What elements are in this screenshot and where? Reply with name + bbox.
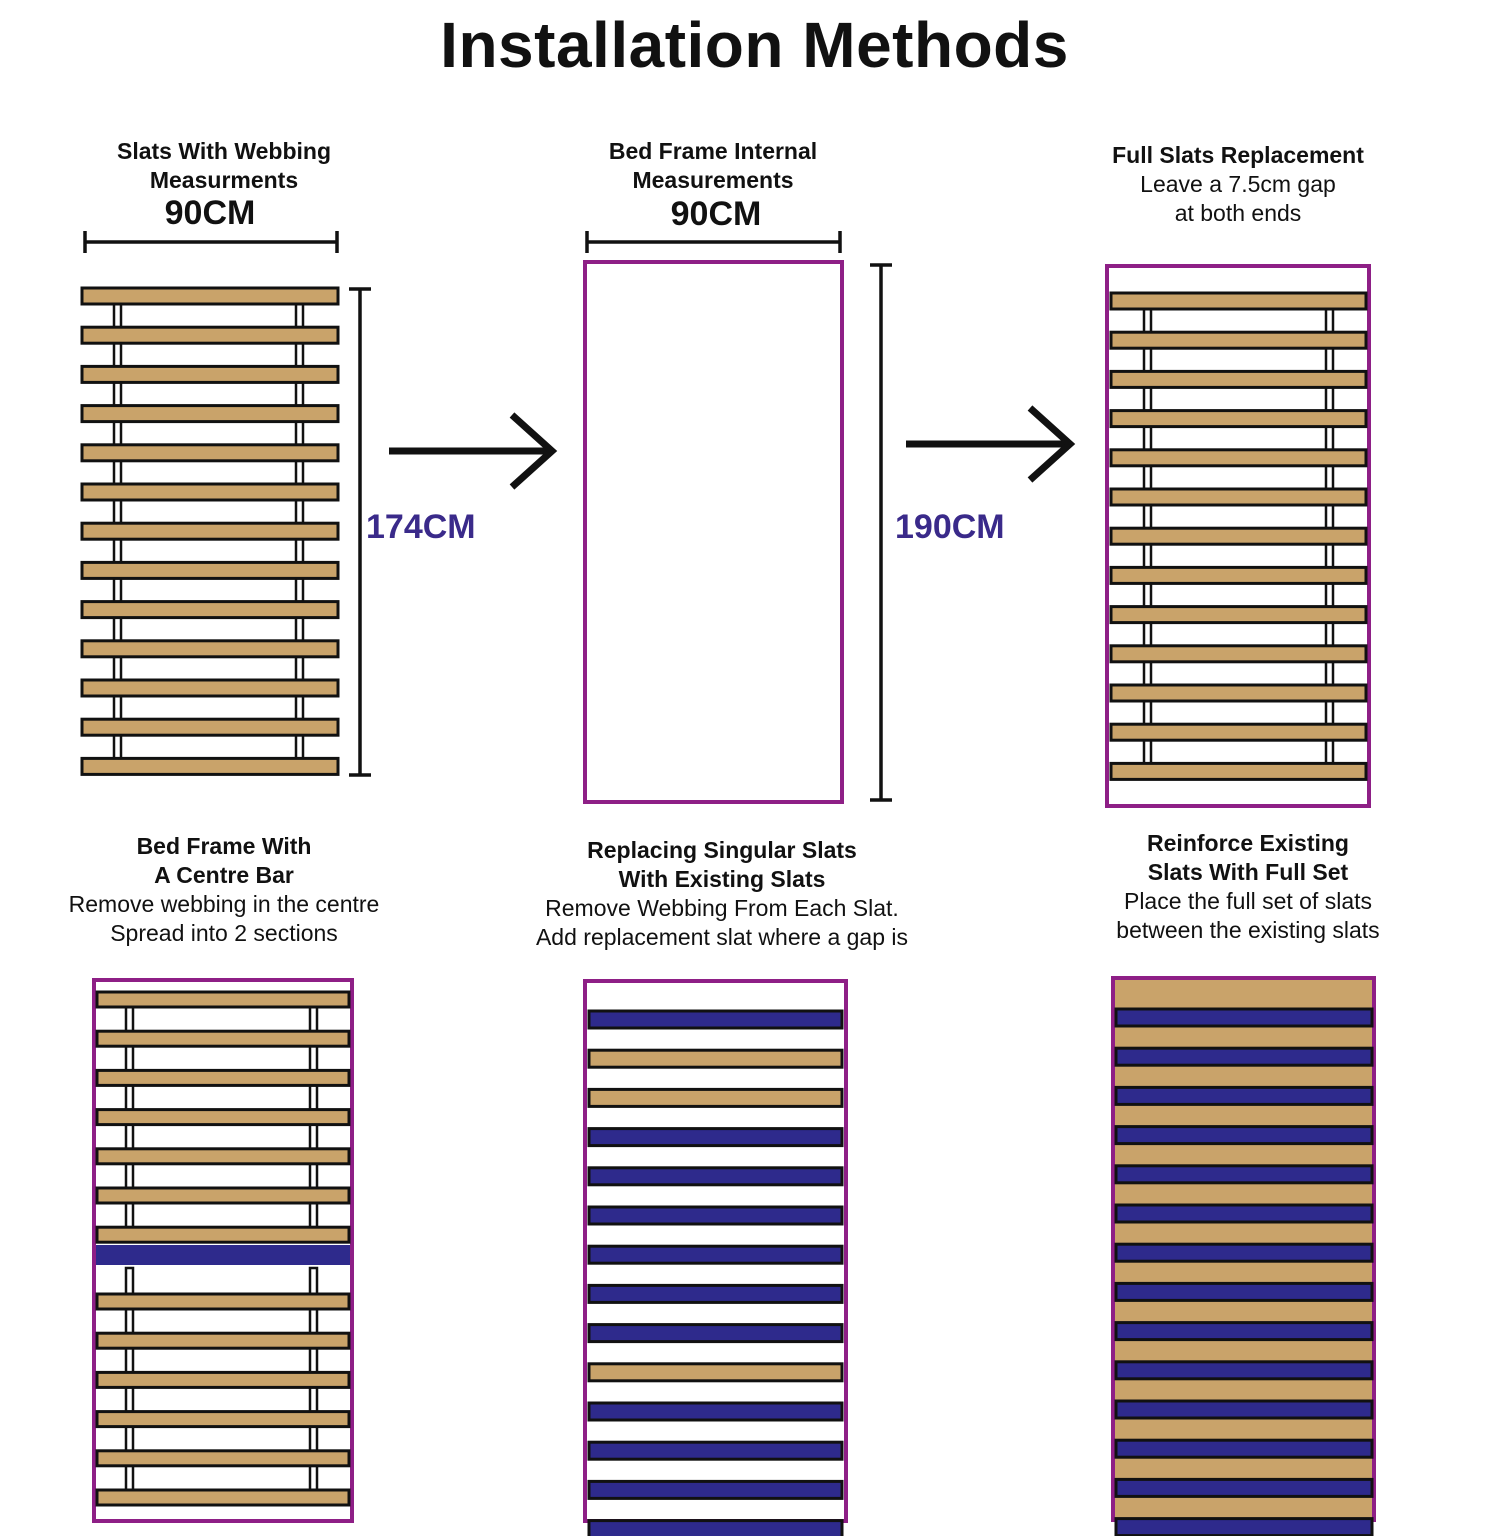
full-strap-right [1326, 466, 1333, 489]
full-slat [1111, 371, 1366, 387]
reinforce-new-slat [1116, 1401, 1372, 1418]
webbing-strap-right [296, 343, 303, 366]
full-line-1: Leave a 7.5cm gap [1140, 171, 1336, 197]
singular-new-slat [589, 1481, 842, 1498]
singular-new-slat [589, 1129, 842, 1146]
singular-new-slat [589, 1207, 842, 1224]
webbing-strap-right [296, 735, 303, 758]
reinforce-new-slat [1116, 1440, 1372, 1457]
centre-strap-left [126, 1203, 133, 1227]
full-strap-left [1144, 309, 1151, 332]
webbing-strap-right [296, 539, 303, 562]
webbing-heading-line-2: Measurments [149, 167, 299, 193]
centre-strap-right [310, 1348, 317, 1372]
reinforce-new-slat [1116, 1362, 1372, 1379]
webbing-heading-line-1: Slats With Webbing [116, 138, 332, 164]
centre-slat [97, 1110, 349, 1125]
webbing-strap-left [114, 735, 121, 758]
singular-new-slat [589, 1285, 842, 1302]
webbing-strap-right [296, 461, 303, 484]
centre-strap-left [126, 1268, 133, 1294]
full-strap-left [1144, 427, 1151, 450]
full-strap-right [1326, 662, 1333, 685]
singular-new-slat [589, 1442, 842, 1459]
webbing-slat [82, 484, 338, 500]
reinforce-new-slat [1116, 1283, 1372, 1300]
full-slat [1111, 450, 1366, 466]
webbing-strap-left [114, 343, 121, 366]
reinforce-new-slat [1116, 1244, 1372, 1261]
full-line-2: at both ends [1174, 200, 1302, 226]
centre-strap-left [126, 1164, 133, 1188]
singular-existing-slat [589, 1364, 842, 1381]
webbing-strap-left [114, 578, 121, 601]
singular-new-slat [589, 1168, 842, 1185]
webbing-strap-right [296, 500, 303, 523]
full-slat [1111, 724, 1366, 740]
reinforce-new-slat [1116, 1323, 1372, 1340]
webbing-slat [82, 445, 338, 461]
reinforce-heading-line-2: Slats With Full Set [1147, 859, 1349, 885]
frame-height-label: 190CM [895, 508, 1005, 546]
full-heading: Full Slats Replacement [1112, 142, 1364, 168]
full-strap-left [1144, 701, 1151, 724]
singular-new-slat [589, 1011, 842, 1028]
singular-heading-line-1: Replacing Singular Slats [587, 837, 857, 863]
webbing-slat [82, 366, 338, 382]
webbing-strap-right [296, 618, 303, 641]
webbing-slat [82, 641, 338, 657]
centre-heading-line-1: Bed Frame With [136, 833, 312, 859]
singular-new-slat [589, 1403, 842, 1420]
centre-heading-line-2: A Centre Bar [154, 862, 294, 888]
centre-slat [97, 1227, 349, 1242]
centre-strap-right [310, 1268, 317, 1294]
singular-existing-slat [589, 1089, 842, 1106]
centre-strap-left [126, 1466, 133, 1490]
centre-strap-left [126, 1125, 133, 1149]
full-slat [1111, 646, 1366, 662]
centre-slat [97, 992, 349, 1007]
centre-strap-right [310, 1085, 317, 1109]
full-strap-left [1144, 662, 1151, 685]
centre-slat [97, 1372, 349, 1387]
centre-strap-right [310, 1466, 317, 1490]
singular-new-slat [589, 1325, 842, 1342]
centre-strap-right [310, 1309, 317, 1333]
bed-frame-outline [585, 262, 842, 802]
full-strap-right [1326, 348, 1333, 371]
full-slat [1111, 293, 1366, 309]
full-strap-right [1326, 740, 1333, 763]
reinforce-heading-line-1: Reinforce Existing [1147, 830, 1349, 856]
webbing-strap-right [296, 422, 303, 445]
centre-strap-left [126, 1085, 133, 1109]
singular-line-2: Add replacement slat where a gap is [535, 924, 909, 950]
reinforce-new-slat [1116, 1205, 1372, 1222]
centre-slat [97, 1294, 349, 1309]
full-strap-left [1144, 740, 1151, 763]
singular-line-1: Remove Webbing From Each Slat. [545, 895, 899, 921]
full-slat [1111, 332, 1366, 348]
full-strap-left [1144, 623, 1151, 646]
singular-existing-slat [589, 1050, 842, 1067]
centre-slat [97, 1031, 349, 1046]
full-slat [1111, 489, 1366, 505]
webbing-slat [82, 523, 338, 539]
full-strap-right [1326, 309, 1333, 332]
full-slat [1111, 528, 1366, 544]
centre-strap-left [126, 1309, 133, 1333]
full-strap-right [1326, 701, 1333, 724]
full-slat [1111, 685, 1366, 701]
full-strap-left [1144, 583, 1151, 606]
reinforce-new-slat [1116, 1519, 1372, 1536]
centre-strap-right [310, 1125, 317, 1149]
webbing-strap-left [114, 618, 121, 641]
centre-strap-right [310, 1046, 317, 1070]
centre-slat [97, 1188, 349, 1203]
centre-strap-right [310, 1387, 317, 1411]
webbing-strap-left [114, 539, 121, 562]
full-strap-left [1144, 466, 1151, 489]
centre-strap-left [126, 1387, 133, 1411]
centre-bar [96, 1245, 350, 1265]
reinforce-new-slat [1116, 1009, 1372, 1026]
singular-heading-line-2: With Existing Slats [618, 866, 826, 892]
full-strap-left [1144, 505, 1151, 528]
webbing-strap-right [296, 657, 303, 680]
reinforce-new-slat [1116, 1087, 1372, 1104]
centre-strap-right [310, 1164, 317, 1188]
reinforce-line-2: between the existing slats [1116, 917, 1380, 943]
webbing-strap-left [114, 304, 121, 327]
webbing-strap-right [296, 382, 303, 405]
full-strap-right [1326, 544, 1333, 567]
full-strap-right [1326, 583, 1333, 606]
centre-slat [97, 1490, 349, 1505]
webbing-strap-left [114, 500, 121, 523]
centre-strap-left [126, 1427, 133, 1451]
reinforce-new-slat [1116, 1166, 1372, 1183]
singular-new-slat [589, 1521, 842, 1536]
reinforce-new-slat [1116, 1127, 1372, 1144]
webbing-strap-right [296, 304, 303, 327]
centre-slat [97, 1070, 349, 1085]
reinforce-line-1: Place the full set of slats [1123, 888, 1372, 914]
frame-heading-line-1: Bed Frame Internal [608, 138, 818, 164]
centre-slat [97, 1333, 349, 1348]
webbing-slat [82, 602, 338, 618]
centre-line-2: Spread into 2 sections [110, 920, 338, 946]
centre-strap-right [310, 1203, 317, 1227]
frame-width-label: 90CM [670, 195, 762, 233]
centre-strap-right [310, 1007, 317, 1031]
webbing-slat [82, 758, 338, 774]
page-title: Installation Methods [440, 9, 1069, 81]
webbing-slat [82, 406, 338, 422]
centre-line-1: Remove webbing in the centre [68, 891, 380, 917]
webbing-strap-left [114, 422, 121, 445]
centre-strap-left [126, 1046, 133, 1070]
full-strap-right [1326, 505, 1333, 528]
webbing-slat [82, 719, 338, 735]
full-strap-right [1326, 427, 1333, 450]
webbing-slat [82, 680, 338, 696]
webbing-slat [82, 288, 338, 304]
full-slat [1111, 763, 1366, 779]
centre-strap-left [126, 1348, 133, 1372]
centre-slat [97, 1149, 349, 1164]
centre-strap-left [126, 1007, 133, 1031]
full-slat [1111, 607, 1366, 623]
full-strap-left [1144, 544, 1151, 567]
reinforce-new-slat [1116, 1479, 1372, 1496]
webbing-strap-left [114, 382, 121, 405]
webbing-width-label: 90CM [164, 194, 256, 232]
webbing-slat [82, 327, 338, 343]
webbing-strap-left [114, 657, 121, 680]
webbing-strap-left [114, 461, 121, 484]
centre-slat [97, 1451, 349, 1466]
full-strap-right [1326, 623, 1333, 646]
full-strap-left [1144, 387, 1151, 410]
webbing-height-label: 174CM [366, 508, 476, 546]
full-slat [1111, 567, 1366, 583]
centre-slat [97, 1412, 349, 1427]
centre-strap-right [310, 1427, 317, 1451]
webbing-strap-right [296, 696, 303, 719]
webbing-slat [82, 562, 338, 578]
full-strap-right [1326, 387, 1333, 410]
full-strap-left [1144, 348, 1151, 371]
singular-new-slat [589, 1246, 842, 1263]
webbing-strap-right [296, 578, 303, 601]
full-slat [1111, 411, 1366, 427]
frame-heading-line-2: Measurements [632, 167, 794, 193]
reinforce-new-slat [1116, 1048, 1372, 1065]
webbing-strap-left [114, 696, 121, 719]
